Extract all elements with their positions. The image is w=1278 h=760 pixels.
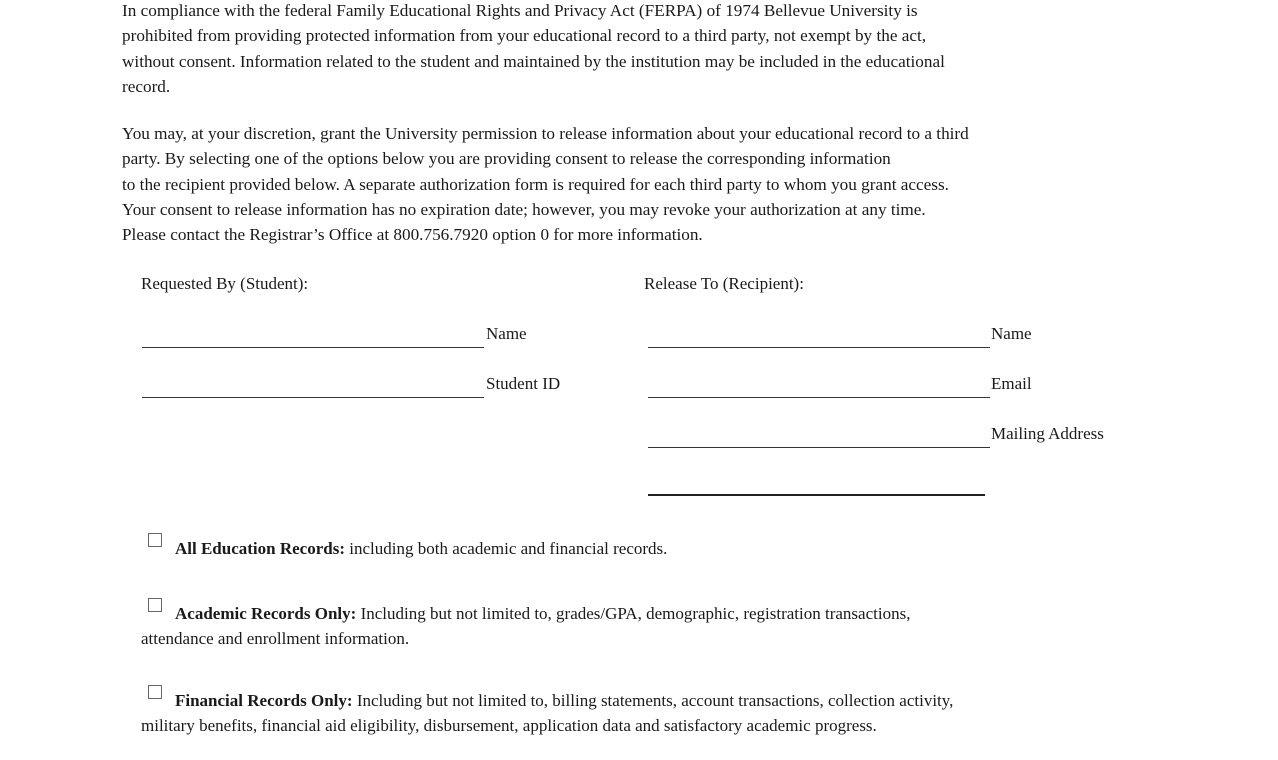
recipient-mailing-address-line[interactable] bbox=[648, 447, 990, 448]
option-description: including both academic and financial records. bbox=[345, 539, 668, 558]
ferpa-notice-paragraph bbox=[122, 0, 1172, 99]
recipient-name-label: Name bbox=[991, 324, 1032, 343]
consent-notice-line: party. By selecting one of the options below you are providing consent to release the corresponding information bbox=[122, 149, 891, 169]
student-name-label: Name bbox=[486, 324, 527, 343]
option-title: All Education Records: bbox=[175, 539, 345, 558]
option-line bbox=[141, 536, 1151, 561]
option-title: Financial Records Only: bbox=[175, 691, 353, 710]
ferpa-notice-line: without consent. Information related to the student and maintained by the institution may be included in the educational bbox=[122, 51, 945, 71]
option-line bbox=[141, 601, 1151, 626]
option-all-education-records[interactable] bbox=[141, 536, 1151, 561]
consent-notice-line: Please contact the Registrar’s Office at 800.756.7920 option 0 for more information. bbox=[122, 225, 703, 245]
consent-notice-line: You may, at your discretion, grant the University permission to release information about your educational record to a third bbox=[122, 124, 969, 143]
option-financial-records-only[interactable] bbox=[141, 688, 1151, 738]
financial-records-checkbox[interactable] bbox=[148, 685, 162, 699]
ferpa-notice-line: prohibited from providing protected information from your educational record to a third party, not exempt by the act, bbox=[122, 26, 927, 46]
all-records-checkbox[interactable] bbox=[148, 533, 162, 547]
option-academic-records-only[interactable] bbox=[141, 601, 1151, 651]
option-description: Including but not limited to, billing statements, account transactions, collection activity, bbox=[352, 691, 954, 710]
student-section-heading: Requested By (Student): bbox=[141, 274, 309, 293]
student-name-line[interactable] bbox=[142, 347, 484, 348]
consent-notice-line: Your consent to release information has no expiration date; however, you may revoke your authorization at any time. bbox=[122, 199, 926, 219]
consent-notice-paragraph bbox=[122, 121, 1172, 247]
recipient-name-line[interactable] bbox=[648, 347, 990, 348]
option-description: Including but not limited to, grades/GPA, demographic, registration transactions, bbox=[356, 604, 911, 623]
recipient-section-heading: Release To (Recipient): bbox=[644, 274, 804, 293]
recipient-email-line[interactable] bbox=[648, 397, 990, 398]
option-title: Academic Records Only: bbox=[175, 604, 357, 623]
recipient-email-label: Email bbox=[991, 374, 1032, 393]
option-description-continued: military benefits, financial aid eligibility, disbursement, application data and satisfactory academic progress. bbox=[141, 716, 877, 735]
student-id-line[interactable] bbox=[142, 397, 484, 398]
ferpa-notice-line: record. bbox=[122, 76, 171, 96]
recipient-mailing-address-label: Mailing Address bbox=[991, 424, 1104, 443]
option-line bbox=[141, 688, 1151, 713]
academic-records-checkbox[interactable] bbox=[148, 598, 162, 612]
recipient-mailing-address-line-2[interactable] bbox=[648, 494, 985, 496]
consent-notice-line: to the recipient provided below. A separate authorization form is required for each third party to whom you grant access. bbox=[122, 174, 949, 194]
ferpa-notice-line: In compliance with the federal Family Educational Rights and Privacy Act (FERPA) of 1974 Bellevue University is bbox=[122, 1, 918, 20]
student-id-label: Student ID bbox=[486, 374, 561, 393]
option-description-continued: attendance and enrollment information. bbox=[141, 629, 410, 648]
